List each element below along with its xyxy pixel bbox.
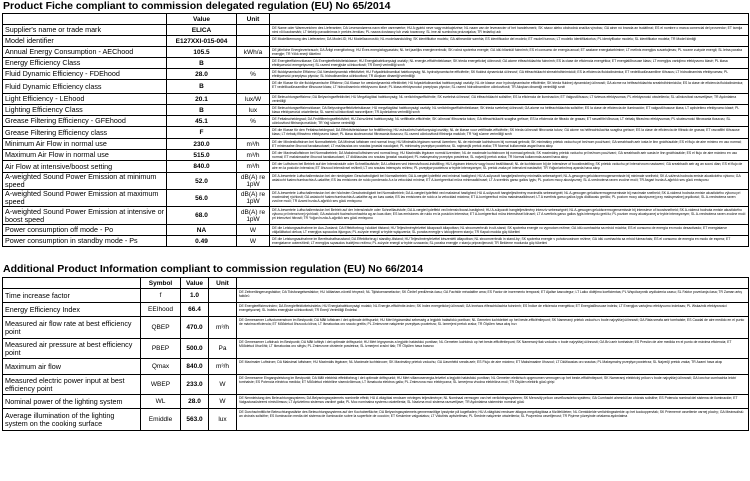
- table-row: [3, 105, 749, 116]
- row-value: F: [167, 127, 237, 139]
- row-description: DE Nennleistung des Beleuchtungssystems; DA Belysningssystemets nominelle effekt; HU A világítási rendszer névleges teljesítménye; NL Nominaal vermogen van het verlichtingssysteem; SK Menovitý príkon osvetľovacieho systému; GA Cumhacht ainmniúil an chórais soilsithe; ES Potencia nominal del sistema de iluminación; ET Valgustussüsteemi nimivõimsus; LT Apšvietimo sistemos vardinė galia; PL Moc nominalna systemu oświetlenia; SL Nazivna moč sistema razsvetljave; TR Aydınlatma sisteminin nominal gücü: [237, 395, 749, 409]
- table-header-row: [3, 14, 749, 25]
- row-value: 45.1: [167, 116, 237, 127]
- product-fiche-title: Product Fiche compliant to commission delegated regulation (EU) No 65/2014: [3, 0, 391, 12]
- additional-info-title: Additional Product Information compliant to commission regulation (EU) No 66/2014: [3, 263, 424, 275]
- row-unit: [209, 303, 237, 317]
- row-unit: dB(A) re 1pW: [237, 207, 270, 225]
- header-unit: Unit: [209, 278, 237, 289]
- product-fiche-table: [2, 13, 749, 247]
- row-value: E127XXI-015-004: [167, 36, 237, 47]
- table-header-row: [3, 278, 749, 289]
- table-row: [3, 127, 749, 139]
- row-label: Model identifier: [3, 36, 167, 47]
- row-value: 563.0: [181, 409, 209, 431]
- row-description: DE Durchschnittliche Beleuchtungsstärke des Beleuchtungssystems auf der Kochoberfläche; DA Belysningssystemets gennemsnitlige lysstyrke på kogefladen; HU A világítási rendszer átlagos megvilágítása a főzőfelületen; NL Gemiddelde verlichtingssterkte op het kookoppervlak; SK Priemerné osvetlenie varnej plochy; GA Meánsoilsiú an chórais soilsithe; ES Iluminación media del sistema de iluminación sobre la superficie de cocción; ET Keskmine valgustatus; LT Vidutinis apšvietimas; PL Średnie natężenie oświetlenia; SL Povprečna osvetljenost; TR Pişirme yüzeyinde ortalama aydınlatma: [237, 409, 749, 431]
- row-description: DE Beleuchtungseffizienzklasse; DA Belysningseffektivitetsklasse; HU megvilágítási hatékonysági osztály; NL verlichtingsefficiëntieklasse; SK trieda svetelnej účinnosti; GA aicme na héifeachtúlachta soilsithe; ES la clase de eficiencia de iluminación; ET valgustõhususe klass; LT apšvietimo efektyvumo klasė; PL klasa efektywności oświetlenia; SL razred učinkovitosti razsvetljave; TR Aydınlatma verimliliği sınıfı: [270, 105, 749, 116]
- header-symbol: Symbol: [141, 278, 181, 289]
- row-value: 56.0: [167, 190, 237, 207]
- table-row: [3, 173, 749, 190]
- header-value: Value: [167, 14, 237, 25]
- row-description: DE A-bewertete Luftschallemission bei Betrieb auf der Intensivstufe oder Schnelllaufstufe; DA A-vægtet lydeffekt ved intensiv/boost-hastighed; HU A-súlyozott hangteljesítmény intenzív sebességnél; NL A-gewogen geluidsvermogensemissie bij intensieve of boostsnelheid; SK A-vážená hodnota emisie akustického výkonu pri intenzívnej rýchlosti; GA astaíocht fuaimchumhachta ag an luas dian; ES las emisiones de ruido en la posición intensiva; ET A-korrigeeritud müra intensiivsel kiirusel; LT A svertinis garso galios lygis intensyviu greičiu; PL poziom mocy akustycznej w trybie intensywnym; SL A-vrednotena raven zvočne moči pri intenzivni hitrosti; TR Yoğun hızda A-ağırlıklı ses gücü emisyonu: [270, 207, 749, 225]
- table-row: [3, 80, 749, 94]
- row-unit: %: [237, 69, 270, 80]
- row-value: 68.0: [167, 207, 237, 225]
- row-label: Energy Efficiency Index: [3, 303, 141, 317]
- row-value: 515.0: [167, 150, 237, 161]
- row-unit: lux: [209, 409, 237, 431]
- row-unit: m³/h: [237, 139, 270, 150]
- row-label: Grease Filtering Efficiency - GFEhood: [3, 116, 167, 127]
- row-symbol: Emiddle: [141, 409, 181, 431]
- header-blank: [3, 278, 141, 289]
- row-description: DE Energieeffizienzindex; DA Energieffektivitetsindeks; HU Energiahatékonysági mutató; NL Energie-efficiëntie-index; SK Index energetickej účinnosti; GA Innéacs éifeachtúlachta fuinnimh; ES Índice de eficiencia energética; ET Energiatõhususe indeks; LT Energijos vartojimo efektyvumo indeksas; PL Wskaźnik efektywności energetycznej; SL Indeks energijske učinkovitosti; TR Enerji Verimliliği Endeksi: [237, 303, 749, 317]
- row-value: 28.0: [181, 395, 209, 409]
- row-value: 840.0: [167, 161, 237, 173]
- row-unit: m³/h: [209, 317, 237, 339]
- row-unit: kWh/a: [237, 47, 270, 58]
- row-description: DE Gemessene Eingangsleistung im Bestpunkt; DA Målt elektrisk effektforbrug i det optimale driftspunkt; HU Mért villamosenergia-felvétel a legjobb hatásfokú pontban; NL Gemeten elektrisch opgenomen vermogen op het beste-efficiëntiepunt; SK Nameraný elektrický príkon v bode najvyššej účinnosti; GA Ionchur cumhachta leictrí tomhaiste; ES Potencia eléctrica medida; ET Mõõdetud elektriline sisendvõimsus; LT Išmatuota elektros galia; PL Zmierzona moc elektryczna; SL Izmerjena vhodna električna moč; TR Ölçülen elektrik gücü girişi: [237, 375, 749, 395]
- row-value: 0.49: [167, 236, 237, 247]
- row-description: DE jährliche Energieverbrauch; DA Årligt energiforbrug; HU Éves energiafogyasztás; NL het jaarlijks energieverbruik; SK ročná spotreba energie; GA ídiú bliantúil fuinnimh; ES el consumo de energía anual; ET aastane energiatarbimine; LT metinis energijos suvartojimas; PL roczne zużycie energii; SL letna poraba energije; TR Yıllık enerji tüketimi: [270, 47, 749, 58]
- header-blank-desc: [237, 278, 749, 289]
- row-description: DE A-bewertete Luftschallemission bei der niedrigsten Geschwindigkeit bei Normalbetrieb; DA A-vægtet lydeffekt ved minimal hastighed; HU A-súlyozott hangteljesítmény minimális sebességnél; NL A-gewogen geluidsvermogensemissie bij minimale snelheid; SK A-vážená hodnota emisie akustického výkonu; GA astaíocht fuaimchumhachta A-ualaithe; ES las emisiones de ruido ponderado A a la velocidad mínima; ET A-korrigeeritud müra minimaalkiirusel; LT A svertinis garso galios lygis; PL poziom mocy akustycznej; SL A-vrednotena raven zvočne moči; TR Asgari hızda A-ağırlıklı ses gücü emisyonu: [270, 173, 749, 190]
- row-unit: lux: [237, 105, 270, 116]
- row-value: B: [167, 105, 237, 116]
- table-row: [3, 150, 749, 161]
- row-description: DE Gemessener Luftdruck im Bestpunkt; DA Målt lufttryk i det optimale driftspunkt; HU Mért légnyomás a legjobb hatásfokú pontban; NL Gemeten luchtdruk op het beste-efficiëntiepunt; SK Nameraný tlak vzduchu v bode najvyššej účinnosti; GA Brú aeir tomhaiste; ES Presión de aire medida en el punto de máxima eficiencia; ET Mõõdetud õhurõhk; LT Išmatuotas oro slėgis; PL Zmierzone ciśnienie powietrza; SL Izmerjeni zračni tlak; TR Ölçülen hava basıncı: [237, 339, 749, 359]
- row-value: 840.0: [181, 359, 209, 375]
- row-unit: m³/h: [237, 150, 270, 161]
- row-label: Air Flow at intensive/boost setting: [3, 161, 167, 173]
- row-label: Grease Filtering Efficiency class: [3, 127, 167, 139]
- row-value: 233.0: [181, 375, 209, 395]
- row-label: A-weighted Sound Power Emission at maximum speed: [3, 190, 167, 207]
- row-unit: dB(A) re 1pW: [237, 190, 270, 207]
- row-label: Average illumination of the lighting system on the cooking surface: [3, 409, 141, 431]
- row-value: 28.0: [167, 69, 237, 80]
- row-label: Maximum air flow: [3, 359, 141, 375]
- header-blank: [3, 14, 167, 25]
- row-unit: %: [237, 116, 270, 127]
- row-value: B: [167, 58, 237, 69]
- row-description: DE Maximaler Luftstrom; DA Maksimal luftstrøm; HU Maximális légáram; NL Maximale luchtstroom; SK Maximálny prietok vzduchu; GA Uasmhéid sreafa aeir; ES Flujo de aire máximo; ET Maksimaalne õhuvool; LT Didžiausias oro srautas; PL Maksymalny przepływ powietrza; SL Največji pretok zraka; TR Azami hava akışı: [237, 359, 749, 375]
- row-symbol: Qmax: [141, 359, 181, 375]
- row-label: Power consumption off mode - Po: [3, 225, 167, 236]
- header-blank-desc: [270, 14, 749, 25]
- row-unit: lux/W: [237, 94, 270, 105]
- header-value: Value: [181, 278, 209, 289]
- row-label: Fluid Dynamic Efficiency - FDEhood: [3, 69, 167, 80]
- table-row: [3, 375, 749, 395]
- row-unit: [237, 127, 270, 139]
- row-description: DE der Maximalluftstrom bei Normalbetrieb; DA Maksimal luftstrøm ved normal brug; HU Maximális légáram normál üzemben; NL de maximale luchtstroom bij normaal gebruik; SK maximálny prietok vzduchu pri bežnom používaní; GA sreabhadh aeir uasta le linn gnáthúsáide; ES el flujo de aire máximo en uso normal; ET maksimaalne õhuvool tavakasutusel; LT didžiausias oro srautas įprastai naudojant; PL maksymalny przepływ powietrza; SL največji pretok zraka; TR Normal kullanımda azami hava akışı: [270, 150, 749, 161]
- row-value: 1.0: [181, 289, 209, 303]
- row-label: Measured air flow rate at best efficiency point: [3, 317, 141, 339]
- row-value: 470.0: [181, 317, 209, 339]
- row-description: DE die Klasse für den Fettabscheidegrad; DA Effektivitetsklasse for fedtfiltrering; HU zsírszűrési hatékonysági osztály; NL de klasse voor vetfiltratie-efficiëntie; SK trieda účinnosti filtrovania tukov; GA aicme na héifeachtúlachta scagtha gréisce; ES la clase de eficiencia de filtrado de grasas; ET rasvafiltri tõhususe klass; LT riebalų filtravimo efektyvumo klasė; PL klasa skuteczności filtrowania tłuszczu; SL razred učinkovitosti filtriranja maščob; TR Yağ süzme verimliliği sınıfı: [270, 127, 749, 139]
- row-label: Time increase factor: [3, 289, 141, 303]
- row-label: Lighting Efficiency Class: [3, 105, 167, 116]
- row-description: DE Gemessener Luftvolumenstrom im Bestpunkt; DA Målt luftstrøm i det optimale driftspunkt; HU Mért légáramlási sebesség a legjobb hatásfokú pontban; NL Gemeten luchtdebiet op het beste-efficiëntiepunt; SK Nameraný prietok vzduchu v bode najvyššej účinnosti; GA Ráta sreafa aeir tomhaiste; ES Caudal de aire medido en el punto de máxima eficiencia; ET Mõõdetud õhuvoolu kiirus; LT Išmatuotas oro srauto greitis; PL Zmierzone natężenie przepływu powietrza; SL Izmerjeni pretok zraka; TR Ölçülen hava akış hızı: [237, 317, 749, 339]
- row-symbol: f: [141, 289, 181, 303]
- row-description: DE Modellkennung des Lieferanten; DA Model-ID; HU Modellazonosító; NL modelaanduiding; SK identifikátor modelu; GA aitheantóir samhla; ES identificador del modelo; ET mudeli tunnus; LT modelio identifikatorius; PL identyfikator modelu; SL identifikator modela; TR Model kimliği: [270, 36, 749, 47]
- row-description: DE fluiddynamische Effizienz; DA Væskedynamisk effektivitet; HU Folyadékdinamikai hatékonyság; NL hydrodynamische efficiëntie; SK fluidná dynamická účinnosť; GA éifeachtúlacht shreabhdhinimiciúil; ES la eficiencia fluidodinámica; ET vedelikudünaamiline tõhusus; LT hidrodinaminis efektyvumas; PL efektywność przepływu płynów; SL hidrodinamična učinkovitost; TR Akışkan dinamiği verimliliği: [270, 69, 749, 80]
- table-row: [3, 395, 749, 409]
- table-row: [3, 25, 749, 36]
- row-unit: m³/h: [237, 161, 270, 173]
- row-value: NA: [167, 225, 237, 236]
- table-row: [3, 303, 749, 317]
- row-label: Minimum Air Flow in normal use: [3, 139, 167, 150]
- row-description: DE Zeitverlängerungsfaktor; DA Tidsforøgelsesfaktor; HU Időtartam-növelő tényező; NL Tijdstoenamefactor; SK Činiteľ predĺženia času; GA Fachtóir méadaithe ama; ES Factor de incremento temporal; ET Ajalise kasvutegur; LT Laiko didėjimo koeficientas; PL Współczynnik wydłużenia czasu; SL Faktor povečanja časa; TR Zaman artış faktörü: [237, 289, 749, 303]
- row-label: Light Efficiency - LEhood: [3, 94, 167, 105]
- row-label: Supplier's name or trade mark: [3, 25, 167, 36]
- table-row: [3, 58, 749, 69]
- table-row: [3, 207, 749, 225]
- row-label: Nominal power of the lighting system: [3, 395, 141, 409]
- row-value: 66.4: [181, 303, 209, 317]
- table-row: [3, 339, 749, 359]
- table-row: [3, 36, 749, 47]
- row-description: DE Beleuchtungseffizienz; DA Belysningseffektivitet; HU Megvilágítási hatékonyság; NL verlichtingsefficiëntie; SK svetelná účinnosť; GA éifeachtúlacht soilsithe; ES la eficiencia de iluminación; ET Valgustõhusus; LT šviesos efektyvumas; PL efektywność oświetlenia; SL učinkovitost razsvetljave; TR Aydınlatma verimliliği: [270, 94, 749, 105]
- row-symbol: PBEP: [141, 339, 181, 359]
- row-description: DE die Leistungsaufnahme im Aus-Zustand; DA Effektforbrug i slukket tilstand; HU Teljesítményfelvétel kikapcsolt állapotban; NL stroomverbruik in uit-stand; SK spotreba energie vo vypnutom režime; GA ídiú cumhachta sa mhód múchta; ES el consumo de energía en modo desactivado; ET energiatarve väljalülitatud olekus; LT energijos sąnaudos išjungus; PL zużycie energii w trybie wyłączenia; SL poraba energije v izklopljenem stanju; TR Kapalı modda güç tüketimi: [270, 225, 749, 236]
- table-row: [3, 161, 749, 173]
- row-unit: W: [237, 236, 270, 247]
- row-description: DE Name oder Warenzeichen des Lieferanten; DA Leverandørens navn eller varemærke; HU A gyártó neve vagy márkajelzése; NL naam van de leverancier of het handelsmerk; SK názov alebo obchodná značka výrobcu; GA ainm nó branda an tsoláthraí; ES el nombre o marca comercial del proveedor; ET tarnija nimi või kaubamärk; LT tiekėjo pavadinimas ir prekės ženklas; PL nazwa dostawcy lub znak towarowy; SL ime ali sumbolna proizvajalca; TR tedarikçi adı: [270, 25, 749, 36]
- row-unit: [237, 58, 270, 69]
- table-row: [3, 225, 749, 236]
- row-unit: [209, 289, 237, 303]
- row-description: DE die Leistungsaufnahme im Bereitschaftszustand; DA Effektforbrug i standby-tilstand; HU Teljesítményfelvétel készenléti állapotban; NL stroomverbruik in stand-by; SK spotreba energie v pohotovostnom režime; GA ídiú cumhachta sa mhód fuireachais; ES el consumo de energía en modo de espera; ET energiatarve ooterežiimil; LT energijos sąnaudos budėjimo režimu; PL zużycie energii w trybie czuwania; SL poraba energije v stanju pripravljenosti; TR Bekleme modunda güç tüketimi: [270, 236, 749, 247]
- additional-info-table: [2, 277, 749, 431]
- row-symbol: WBEP: [141, 375, 181, 395]
- row-label: Measured air pressure at best efficiency point: [3, 339, 141, 359]
- row-description: DE die Klasse für die fluiddynamische Effizienz; DA Klasse for væskedynamisk effektivitet; HU folyadékdinamikai hatékonysági osztály; NL de klasse voor hydrodynamische efficiëntie; SK trieda fluidnej dynamickej účinnosti; GA aicme na héifeachtúlachta sreabhdhinimiciúla; ES la clase de eficiencia fluidodinámica; ET vedelikudünaamilise tõhususe klass; LT hidrodinaminio efektyvumo klasė; PL klasa efektywności przepływu płynów; SL razred hidrodinamične učinkovitosti; TR Akışkan dinamiği verimliliği sınıfı: [270, 80, 749, 94]
- table-row: [3, 317, 749, 339]
- row-description: DE der Mindestluftstrom bei Normalbetrieb; DA Minimal luftstrøm ved normal brug; HU Minimális légáram normál üzemben; NL de minimale luchtstroom bij normaal gebruik; SK minimálny prietok vzduchu pri bežnom používaní; GA sreabhadh aeir íosta le linn gnáthúsáide; ES el flujo de aire mínimo en uso normal; ET minimaalne õhuvool tavakasutusel; LT mažiausias oro srautas įprastai naudojant; PL minimalny przepływ powietrza; SL najmanjši pretok zraka; TR Normal kullanımda asgari hava akışı: [270, 139, 749, 150]
- row-symbol: WL: [141, 395, 181, 409]
- row-description: DE A-bewertete Luftschallemission bei der höchsten Geschwindigkeit bei Normalbetrieb; DA A-vægtet lydeffekt ved maksimal hastighed; HU A-súlyozott hangteljesítmény maximális sebességnél; NL A-gewogen geluidsvermogensemissie bij maximale snelheid; SK A-vážená hodnota emisie akustického výkonu pri maximálnej rýchlosti; GA astaíocht fuaimchumhachta A-ualaithe ag an luas uasta; ES las emisiones de ruido a la velocidad máxima; ET A-korrigeeritud müra maksimaalkiirusel; LT A svertinis garso galios lygis didžiausiu greičiu; PL poziom mocy akustycznej przy maksymalnej prędkości; SL A-vrednotena raven zvočne moči; TR Azami hızda A-ağırlıklı ses gücü emisyonu: [270, 190, 749, 207]
- row-unit: [237, 25, 270, 36]
- table-row: [3, 94, 749, 105]
- row-symbol: EEIhood: [141, 303, 181, 317]
- row-unit: W: [209, 375, 237, 395]
- row-label: Measured electric power input at best efficiency point: [3, 375, 141, 395]
- row-label: A-weighted Sound Power Emission at minimum speed: [3, 173, 167, 190]
- table-row: [3, 359, 749, 375]
- row-label: Annual Energy Consumption - AEChood: [3, 47, 167, 58]
- table-row: [3, 236, 749, 247]
- row-unit: W: [237, 225, 270, 236]
- header-unit: Unit: [237, 14, 270, 25]
- table-row: [3, 190, 749, 207]
- row-unit: W: [209, 395, 237, 409]
- row-unit: [237, 36, 270, 47]
- row-label: Power consumption in standby mode - Ps: [3, 236, 167, 247]
- row-value: 52.0: [167, 173, 237, 190]
- table-row: [3, 289, 749, 303]
- row-value: 230.0: [167, 139, 237, 150]
- table-row: [3, 139, 749, 150]
- row-label: Fluid Dynamic Efficiency class: [3, 80, 167, 94]
- row-label: A-weighted Sound Power Emission at intensive or boost speed: [3, 207, 167, 225]
- table-row: [3, 409, 749, 431]
- row-description: DE der Luftstrom bei Betrieb auf der Intensivstufe oder Schnelllaufstufe; DA Luftstrøm ved intensiv/boost-indstilling; HU Légáram intenzív vagy boost beállításnál; NL de luchtstroom bij de intensieve of boostinstelling; SK prietok vzduchu pri intenzívnom nastavení; GA sreabhadh aeir ag an socrú dian; ES el flujo de aire en la posición intensiva; ET õhuvool intensiivsel režiimil; LT oro srautas intensyviu režimu; PL przepływ powietrza w trybie intensywnym; SL pretok zraka pri intenzivni nastavitvi; TR Yoğun/artırılmış ayarda hava akışı: [270, 161, 749, 173]
- row-unit: m³/h: [209, 359, 237, 375]
- row-label: Maximum Air Flow in normal use: [3, 150, 167, 161]
- row-value: B: [167, 80, 237, 94]
- table-row: [3, 47, 749, 58]
- row-value: 20.1: [167, 94, 237, 105]
- row-unit: Pa: [209, 339, 237, 359]
- row-value: ELICA: [167, 25, 237, 36]
- row-value: 105.5: [167, 47, 237, 58]
- row-description: DE Fettabscheidegrad; DA Fedtfiltreringseffektivitet; HU Zsírszűrési hatékonyság; NL vetfiltratie-efficiëntie; SK účinnosť filtrovania tukov; GA éifeachtúlacht scagtha gréisce; ES la eficiencia de filtrado de grasas; ET rasvafiltri tõhusus; LT riebalų filtravimo efektyvumas; PL skuteczność filtrowania tłuszczu; SL učinkovitost filtriranja maščob; TR Yağ süzme verimliliği: [270, 116, 749, 127]
- table-row: [3, 69, 749, 80]
- row-unit: [237, 80, 270, 94]
- row-value: 500.0: [181, 339, 209, 359]
- row-description: DE Energieeffizienzklasse; DA Energieeffektivitetsklasse; HU Energiahatékonysági osztály; NL energie-efficiëntieklasse; SK trieda energetickej účinnosti; GA aicme éifeachtúlachta fuinnimh; ES la clase de eficiencia energética; ET energiatõhususe klass; LT energijos vartojimo efektyvumo klasė; PL klasa efektywności energetycznej; SL razred energijske učinkovitosti; TR Enerji verimliliği sınıfı: [270, 58, 749, 69]
- row-symbol: QBEP: [141, 317, 181, 339]
- table-row: [3, 116, 749, 127]
- row-label: Energy Efficiency Class: [3, 58, 167, 69]
- row-unit: dB(A) re 1pW: [237, 173, 270, 190]
